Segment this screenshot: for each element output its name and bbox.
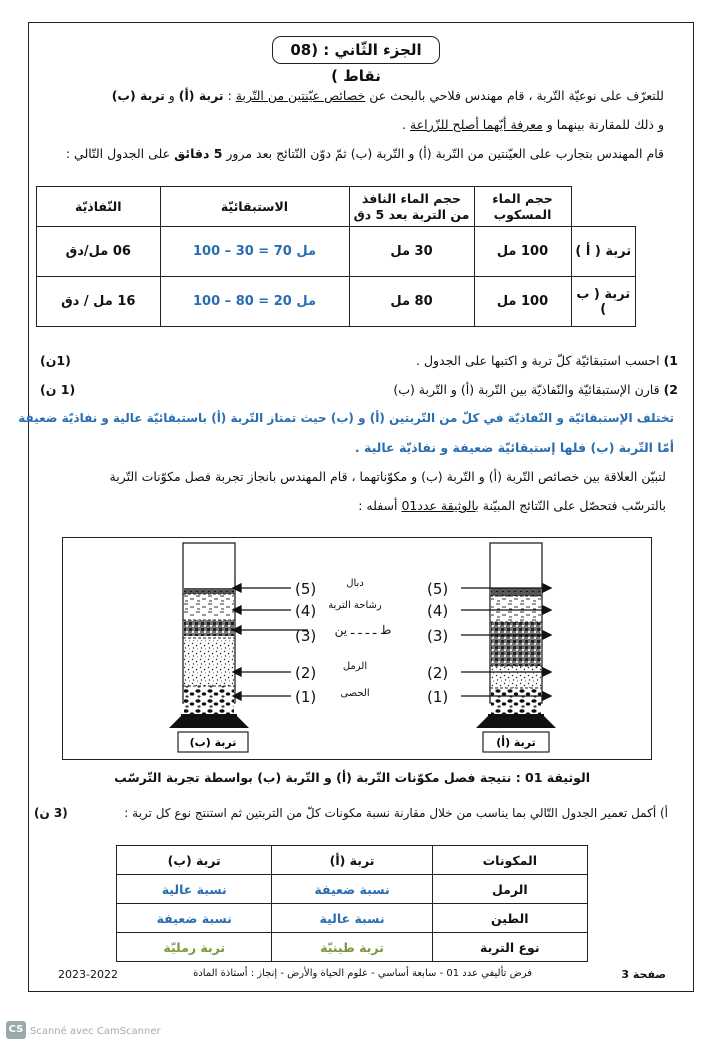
sedimentation-diagram	[63, 538, 653, 761]
layer-number: (4)	[295, 602, 317, 620]
layer-number: (3)	[295, 627, 317, 645]
layer-number: (2)	[295, 664, 317, 682]
footer-center: فرض تأليفي عدد 01 - سابعة أساسي - علوم الحياة والأرض - إنجاز : أستاذة المادة	[193, 968, 532, 979]
th-poured: حجم الماء المسكوب	[474, 187, 571, 227]
row-label: نوع التربة	[432, 933, 587, 962]
paragraph-line-1: لتبيّن العلاقة بين خصائص التّربة (أ) و التّربة (ب) و مكوّناتهما ، قام المهندس بانجاز تجربة فصل مكوّنات التّربة	[109, 469, 666, 484]
row-label: تربة ( ب )	[571, 277, 636, 327]
layer-number: (4)	[427, 602, 449, 620]
cell-soil-a: نسبة ضعيفة	[272, 875, 432, 904]
cylinder-soil-b	[169, 543, 249, 728]
cell-permeability: 06 مل/دق	[37, 227, 161, 277]
th-components: المكونات	[432, 846, 587, 875]
label-gravel: الحصى	[340, 688, 370, 699]
cell-soil-b: نسبة ضعيفة	[117, 904, 272, 933]
row-label: الرمل	[432, 875, 587, 904]
question-2: 2) قارن الإستبقائيّة والنّفاذيّة بين التّربة (أ) و التّربة (ب)	[393, 382, 678, 397]
table-corner	[571, 187, 636, 227]
th-permeability: النّفاذيّة	[37, 187, 161, 227]
caption-soil-a: تربة (أ)	[496, 736, 536, 749]
footer-year: 2023-2022	[58, 968, 118, 981]
question-3: أ) أكمل تعمير الجدول التّالي بما يناسب من خلال مقارنة نسبة مكونات كلّ من التربتين ثم استنتج نوع كل تربة :	[124, 806, 668, 820]
table-row	[117, 904, 588, 933]
table-row	[37, 227, 636, 277]
camscanner-logo: CS	[6, 1021, 26, 1039]
question-1-points: (1ن)	[40, 353, 71, 368]
components-table	[116, 845, 588, 962]
paragraph-line-2: بالترسّب فتحصّل على النّتائج المبيّنة بالوثيقة عدد01 أسفله :	[358, 498, 666, 513]
th-soil-b: تربة (ب)	[117, 846, 272, 875]
row-label: تربة ( أ )	[571, 227, 636, 277]
cell-retention: مل 20 = 80 – 100	[160, 277, 349, 327]
label-humus: دبال	[346, 578, 364, 589]
answer-line-1: تختلف الإستبقائيّة و النّفاذيّة في كلّ من التّربتين (أ) و (ب) حيث تمتاز التّربة (أ) باستبقائيّة عالية و نفاذيّة ضعيفة	[18, 411, 674, 425]
caption-soil-b: تربة (ب)	[189, 736, 237, 749]
layer-number: (5)	[427, 580, 449, 598]
cell-soil-a: تربة طينيّة	[272, 933, 432, 962]
question-1: 1) احسب استبقائيّة كلّ تربة و اكتبها على الجدول .	[416, 353, 678, 368]
layer-number: (3)	[427, 627, 449, 645]
section-title: الجزء الثّاني : (08 نقاط )	[272, 36, 440, 64]
cell-retention: مل 70 = 30 – 100	[160, 227, 349, 277]
th-passed: حجم الماء النافذ من التربة بعد 5 دق	[349, 187, 474, 227]
layer-number: (5)	[295, 580, 317, 598]
cell-soil-b: تربة رمليّة	[117, 933, 272, 962]
layer-number: (1)	[427, 688, 449, 706]
table-row	[117, 875, 588, 904]
label-sand: الرمل	[342, 661, 368, 672]
th-retention: الاستبقائيّة	[160, 187, 349, 227]
cell-passed: 30 مل	[349, 227, 474, 277]
label-clay: ط ـ ـ ـ ـ ين	[334, 623, 392, 637]
intro-line-3: قام المهندس بتجارب على العيّنتين من التّربة (أ) و التّربة (ب) ثمّ دوّن النّتائج بعد مرور 5 دقائق على الجدول التّالي :	[65, 146, 664, 161]
camscanner-text: Scanné avec CamScanner	[30, 1026, 161, 1037]
answer-line-2: أمّا التّربة (ب) فلها إستبقائيّة ضعيفة و نفاذيّة عالية .	[354, 440, 674, 455]
document-01-figure	[62, 537, 652, 760]
question-2-points: (1 ن)	[40, 382, 76, 397]
layer-number: (1)	[295, 688, 317, 706]
cell-permeability: 16 مل / دق	[37, 277, 161, 327]
cell-soil-a: نسبة عالية	[272, 904, 432, 933]
cell-poured: 100 مل	[474, 227, 571, 277]
th-soil-a: تربة (أ)	[272, 846, 432, 875]
cell-soil-b: نسبة عالية	[117, 875, 272, 904]
layer-number: (2)	[427, 664, 449, 682]
intro-line-1: للتعرّف على نوعيّة التّربة ، قام مهندس فلاحي بالبحث عن خصائص عيّنتين من التّربة : تربة (أ) و تربة (ب)	[111, 88, 664, 103]
intro-line-2: و ذلك للمقارنة بينهما و معرفة أيّهما أصلح للزّراعة .	[402, 117, 664, 132]
footer-page: صفحة 3	[621, 968, 666, 981]
label-filtrate: رشاحة التربة	[328, 600, 382, 611]
cell-poured: 100 مل	[474, 277, 571, 327]
results-table	[36, 186, 636, 327]
cell-passed: 80 مل	[349, 277, 474, 327]
table-row	[117, 933, 588, 962]
table-row	[37, 277, 636, 327]
question-3-points: (3 ن)	[34, 806, 68, 820]
figure-caption: الوثيقة 01 : نتيجة فصل مكوّنات التّربة (أ) و التّربة (ب) بواسطة تجربة التّرسّب	[114, 770, 590, 785]
row-label: الطين	[432, 904, 587, 933]
